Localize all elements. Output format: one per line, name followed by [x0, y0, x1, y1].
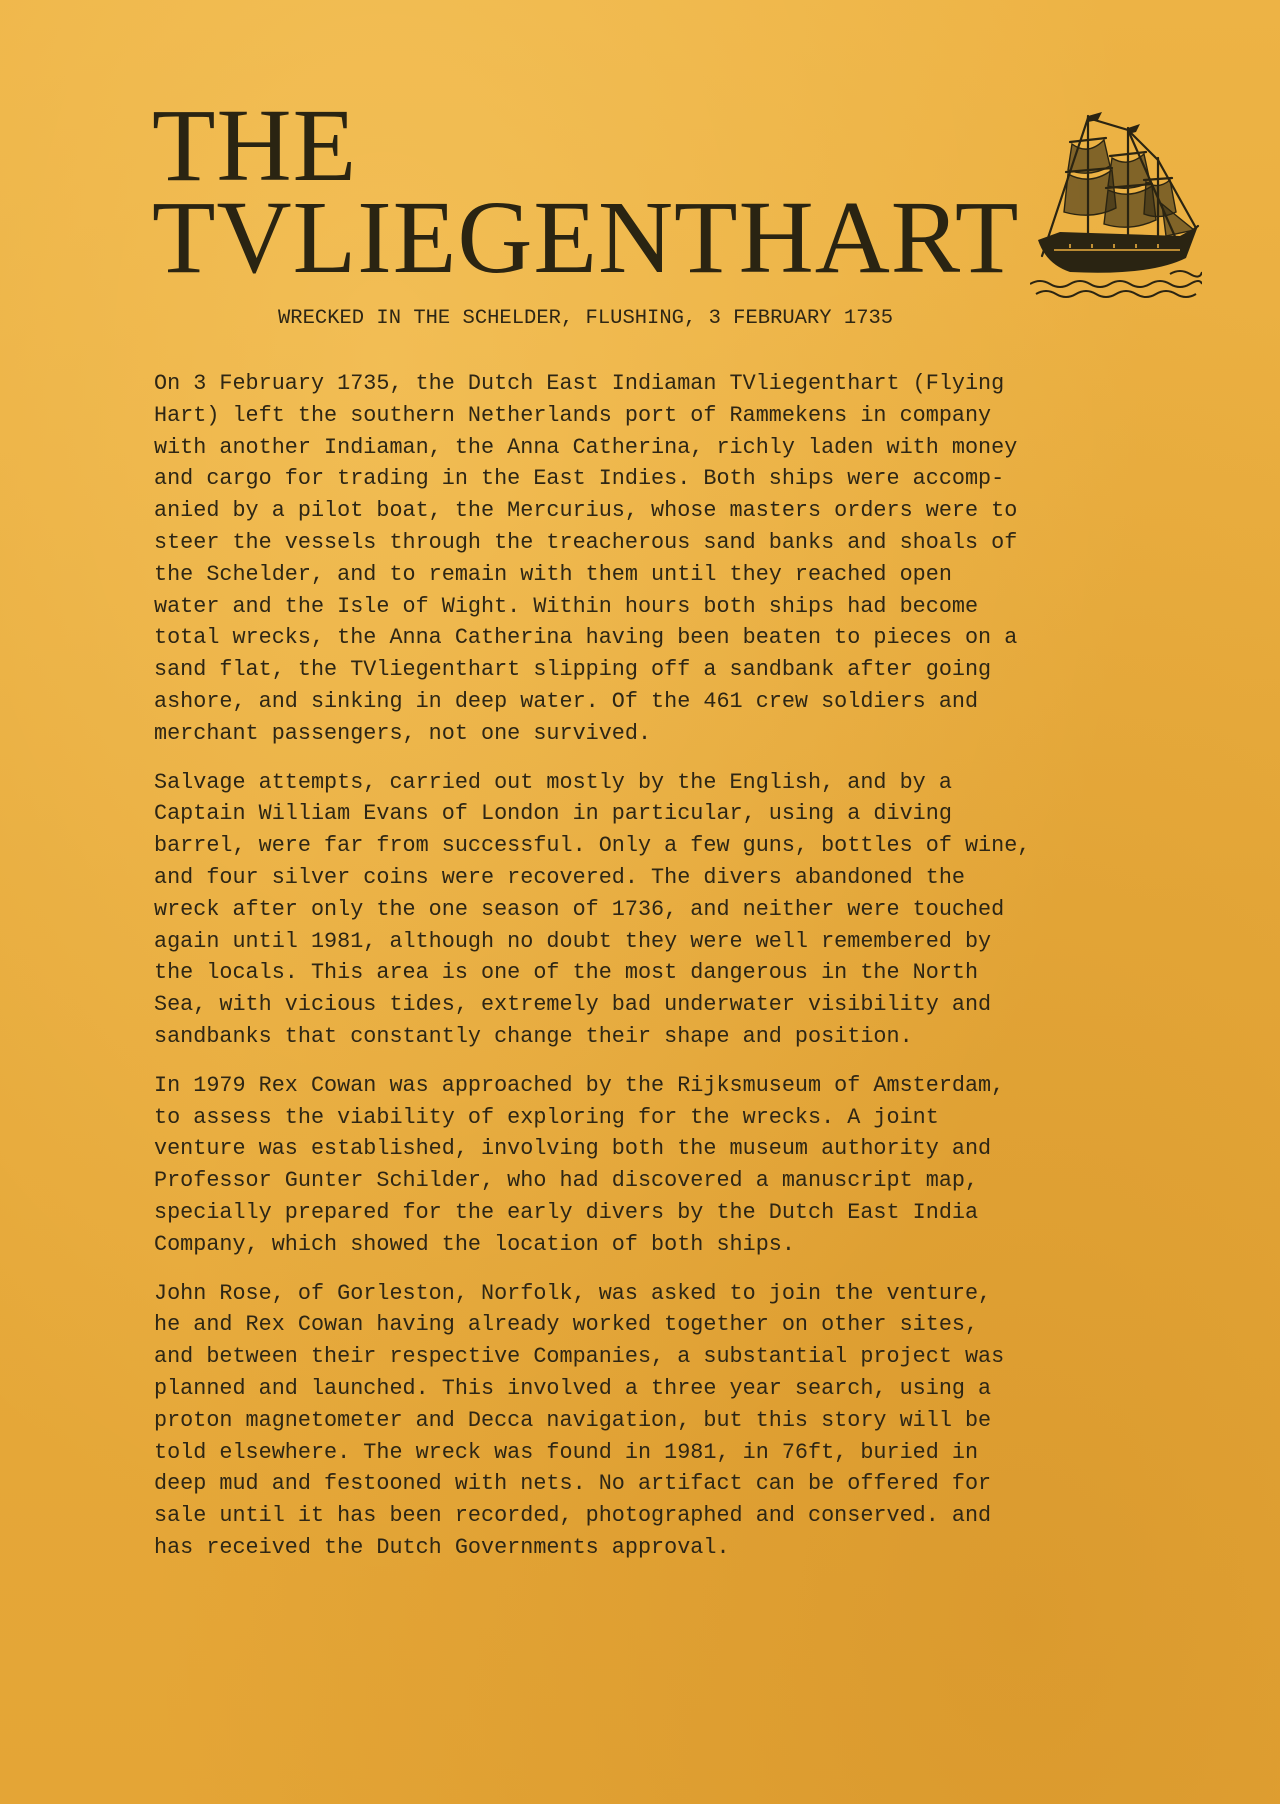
text-line: John Rose, of Gorleston, Norfolk, was asked to join the venture, [154, 1280, 992, 1306]
text-line: told elsewhere. The wreck was found in 1981, in 76ft, buried in [154, 1439, 979, 1465]
paragraph-3 [154, 1070, 1214, 1261]
text-line: merchant passengers, not one survived. [154, 720, 652, 746]
text-line: and between their respective Companies, a substantial project was [154, 1344, 1005, 1370]
text-line: sandbanks that constantly change their shape and position. [154, 1023, 913, 1049]
text-line: total wrecks, the Anna Catherina having been beaten to pieces on a [154, 625, 1018, 651]
title-line-2: TVLIEGENTHART [152, 180, 1020, 295]
text-line: again until 1981, although no doubt they were well remembered by [154, 928, 992, 954]
text-line: water and the Isle of Wight. Within hours both ships had become [154, 593, 979, 619]
text-line: specially prepared for the early divers by the Dutch East India [154, 1199, 979, 1225]
document-body [154, 368, 1214, 1581]
text-line: Sea, with vicious tides, extremely bad underwater visibility and [154, 992, 992, 1018]
text-line: deep mud and festooned with nets. No artifact can be offered for [154, 1471, 992, 1497]
paragraph-4 [154, 1278, 1214, 1564]
text-line: has received the Dutch Governments approval. [154, 1534, 730, 1560]
text-line: and cargo for trading in the East Indies. Both ships were accomp- [154, 466, 1005, 492]
text-line: Professor Gunter Schilder, who had discovered a manuscript map, [154, 1168, 979, 1194]
text-line: he and Rex Cowan having already worked together on other sites, [154, 1312, 979, 1338]
text-line: venture was established, involving both the museum authority and [154, 1136, 992, 1162]
text-line: with another Indiaman, the Anna Catherina, richly laden with money [154, 434, 1018, 460]
text-line: wreck after only the one season of 1736, and neither were touched [154, 896, 1005, 922]
text-line: In 1979 Rex Cowan was approached by the Rijksmuseum of Amsterdam, [154, 1072, 1005, 1098]
text-line: Captain William Evans of London in particular, using a diving [154, 801, 952, 827]
document-title [152, 88, 1052, 295]
text-line: proton magnetometer and Decca navigation, but this story will be [154, 1407, 992, 1433]
text-line: ashore, and sinking in deep water. Of the 461 crew soldiers and [154, 688, 979, 714]
text-line: Salvage attempts, carried out mostly by the English, and by a [154, 769, 952, 795]
text-line: Hart) left the southern Netherlands port of Rammekens in company [154, 402, 992, 428]
text-line: sale until it has been recorded, photographed and conserved. and [154, 1503, 992, 1529]
text-line: barrel, were far from successful. Only a few guns, bottles of wine, [154, 833, 1031, 859]
text-line: the locals. This area is one of the most dangerous in the North [154, 960, 979, 986]
text-line: Company, which showed the location of both ships. [154, 1231, 795, 1257]
paragraph-2 [154, 767, 1214, 1053]
text-line: planned and launched. This involved a three year search, using a [154, 1375, 992, 1401]
text-line: the Schelder, and to remain with them until they reached open [154, 561, 952, 587]
title-line-1: THE [152, 88, 358, 203]
text-line: anied by a pilot boat, the Mercurius, whose masters orders were to [154, 498, 1018, 524]
text-line: On 3 February 1735, the Dutch East Indiaman TVliegenthart (Flying [154, 371, 1005, 396]
text-line: steer the vessels through the treacherous sand banks and shoals of [154, 529, 1018, 555]
text-line: sand flat, the TVliegenthart slipping off a sandbank after going [154, 657, 992, 683]
text-line: and four silver coins were recovered. The divers abandoned the [154, 864, 965, 890]
paragraph-1 [154, 368, 1214, 750]
text-line: to assess the viability of exploring for the wrecks. A joint [154, 1104, 939, 1130]
document-subtitle: WRECKED IN THE SCHELDER, FLUSHING, 3 FEBRUARY 1735 [278, 307, 894, 330]
sailing-ship-icon [1030, 108, 1202, 300]
